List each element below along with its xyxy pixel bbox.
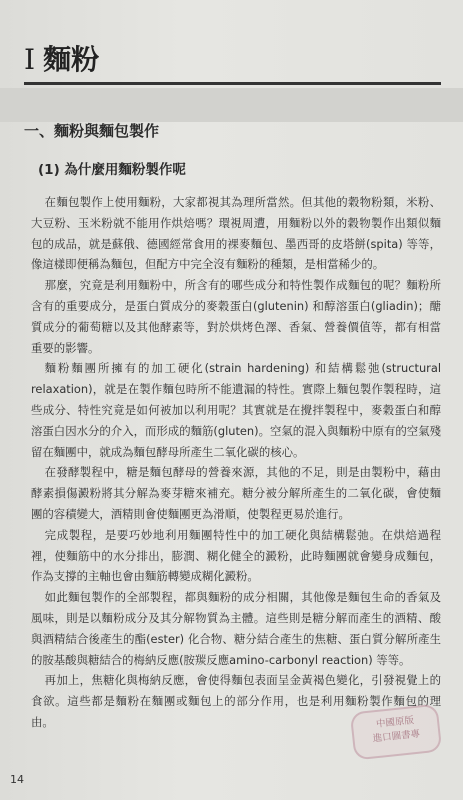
watermark-stamp — [350, 704, 443, 761]
body-text — [31, 192, 441, 733]
watermark-line: 中國原版 — [375, 715, 415, 731]
chapter-number: I — [24, 43, 36, 76]
chapter-heading — [24, 38, 99, 78]
chapter-rule — [24, 82, 441, 85]
chapter-title: 麵粉 — [43, 43, 100, 76]
section-heading: 一、麵粉與麵包製作 — [24, 122, 160, 140]
paragraph: 在發酵製程中，糖是麵包酵母的營養來源，其他的不足，則是由製粉中，藉由酵素損傷澱粉將其分解為麥芽糖來補充。糖分被分解所產生的二氧化碳，會使麵團的容積變大，酒精則會使麵團更為滑順，使製程更易於進行。 — [31, 465, 441, 521]
paragraph: 完成製程，是要巧妙地利用麵團特性中的加工硬化與結構鬆弛。在烘焙過程裡，使麵筋中的水分排出，膨潤、糊化健全的澱粉，此時麵團就會變身成麵包，作為支撐的主軸也會由麵筋轉變成糊化澱粉。 — [31, 527, 441, 584]
watermark-line: 進口圖書專 — [372, 728, 421, 745]
paragraph: 麵粉麵團所擁有的加工硬化(strain hardening) 和結構鬆弛(structural relaxation)，就是在製作麵包時所不能遺漏的特性。實際上麵包製作製程時，這些成分、特性究竟是如何被加以利用呢？其實就是在攪拌製程中，麥穀蛋白和醇溶蛋白因水分的介入，而形成的麵筋(gluten)。空氣的混入與麵粉中原有的空氣殘留在麵團中，就成為麵包酵母所產生二氧化碳的核心。 — [31, 361, 441, 459]
header-band — [0, 88, 463, 122]
paragraph: 如此麵包製作的全部製程，都與麵粉的成分相關，其他像是麵包生命的香氣及風味，則是以麵粉成分及其分解物質為主體。這些則是糖分解而產生的酒精、酸與酒精結合後產生的酯(ester) 化合物、糖分結合產生的焦糖、蛋白質分解所產生的胺基酸與糖結合的梅納反應(胺羰反應amino-carbonyl reaction) 等等。 — [31, 590, 441, 667]
paragraph: 那麼，究竟是利用麵粉中，所含有的哪些成分和特性製作成麵包的呢？麵粉所含有的重要成分，是蛋白質成分的麥穀蛋白(glutenin) 和醇溶蛋白(gliadin)；醣質成分的葡萄糖以及其他酵素等，對於烘烤色澤、香氣、營養價值等，都有相當重要的影響。 — [31, 278, 441, 355]
paragraph: 再加上，焦糖化與梅納反應，會使得麵包表面呈金黃褐色變化，引發視覺上的食欲。這些都是麵粉在麵團或麵包上的部分作用，也是利用麵粉製作麵包的理由。 — [31, 673, 441, 729]
page-number: 14 — [10, 773, 24, 786]
paragraph: 在麵包製作上使用麵粉，大家都視其為理所當然。但其他的穀物粉類，米粉、大豆粉、玉米粉就不能用作烘焙嗎？環視周遭，用麵粉以外的穀物製作出類似麵包的成品，就是蘇俄、德國經常食用的裸麥麵包、墨西哥的皮塔餅(spita) 等等，像這樣即便稱為麵包，但配方中完全沒有麵粉的種類，是相當稀少的。 — [31, 195, 441, 272]
subsection-heading: (1) 為什麼用麵粉製作呢 — [38, 162, 186, 178]
